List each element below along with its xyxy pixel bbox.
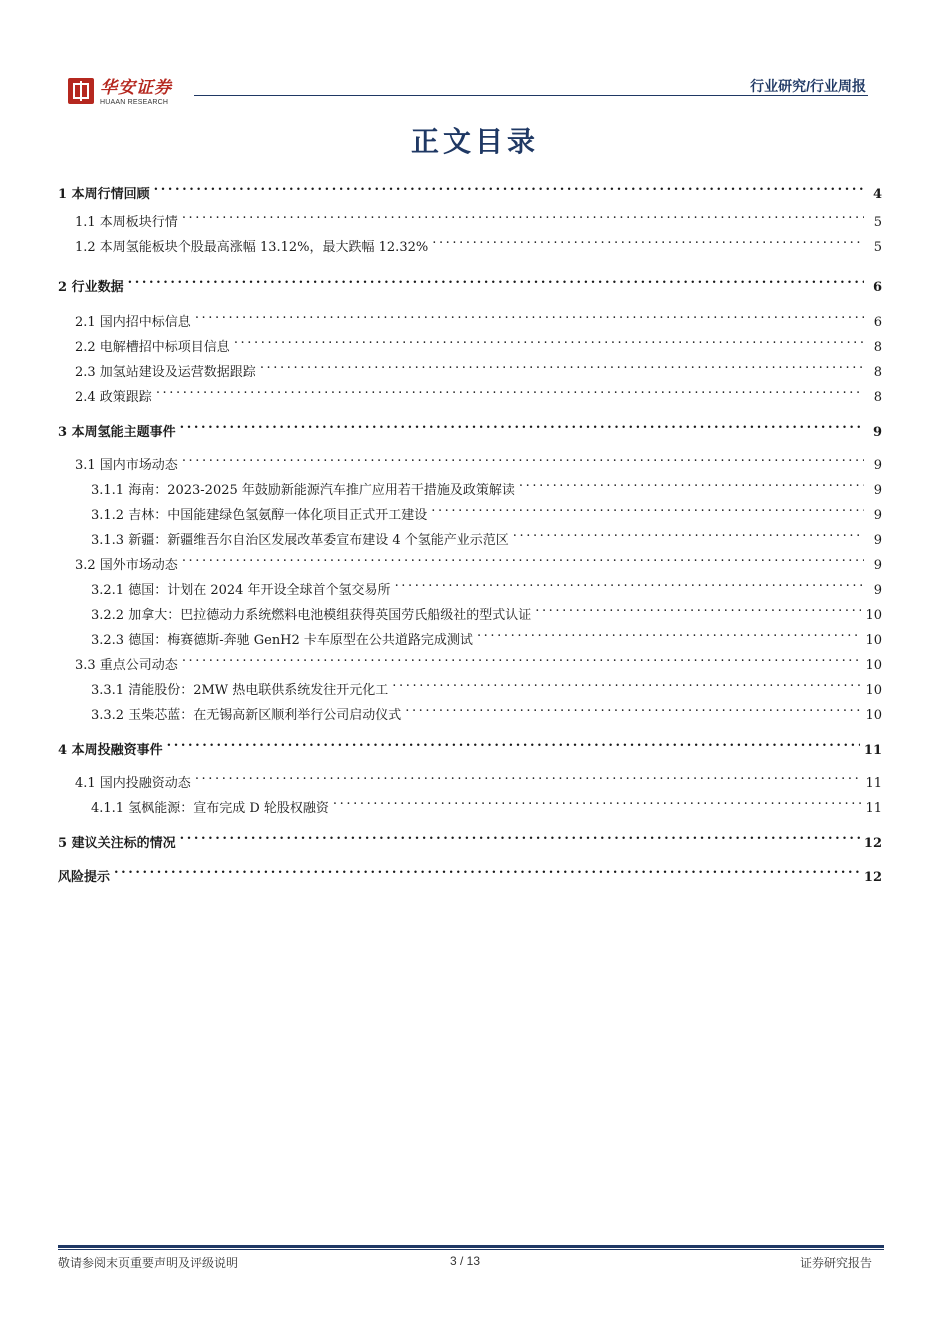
- toc-entry-label: 3.3.1 清能股份：2MW 热电联供系统发往开元化工: [91, 683, 389, 698]
- toc-entry-page: 8: [873, 365, 882, 380]
- toc-entry-page: 10: [865, 608, 882, 623]
- toc-leader-dots: [195, 304, 864, 326]
- toc-entry[interactable]: [58, 697, 882, 723]
- toc-entry-label: 3 本周氢能主题事件: [58, 425, 176, 440]
- footer-divider: [58, 1245, 884, 1248]
- toc-entry[interactable]: [58, 379, 882, 405]
- page-footer: [58, 1254, 872, 1274]
- toc-entry-label: 2.1 国内招中标信息: [75, 315, 191, 330]
- toc-entry[interactable]: [58, 269, 882, 295]
- page-number: 3 / 13: [449, 1254, 481, 1268]
- toc-leader-dots: [519, 472, 864, 494]
- toc-entry-label: 3.3.2 玉柴芯蓝：在无锡高新区顺利举行公司启动仪式: [91, 708, 402, 723]
- toc-leader-dots: [180, 825, 860, 847]
- toc-entry[interactable]: [58, 622, 882, 648]
- toc-entry-label: 3.1.1 海南：2023-2025 年鼓励新能源汽车推广应用若干措施及政策解读: [91, 483, 515, 498]
- company-logo: [68, 78, 172, 107]
- toc-entry-page: 6: [873, 315, 882, 330]
- toc-entry-label: 3.2 国外市场动态: [75, 558, 178, 573]
- page-title: 正文目录: [410, 125, 539, 158]
- toc-leader-dots: [156, 379, 864, 401]
- toc-entry-page: 10: [865, 633, 882, 648]
- toc-entry-page: 11: [863, 743, 882, 758]
- toc-entry-page: 11: [865, 801, 882, 816]
- page-header: [0, 0, 950, 120]
- toc-entry-label: 4.1 国内投融资动态: [75, 776, 191, 791]
- toc-entry-label: 2.2 电解槽招中标项目信息: [75, 340, 230, 355]
- toc-entry-page: 8: [873, 340, 882, 355]
- toc-entry-label: 1.1 本周板块行情: [75, 215, 178, 230]
- toc-entry-label: 风险提示: [58, 870, 111, 885]
- toc-leader-dots: [431, 497, 864, 519]
- toc-entry[interactable]: [58, 522, 882, 548]
- toc-entry-page: 8: [873, 390, 882, 405]
- toc-leader-dots: [182, 204, 864, 226]
- toc-leader-dots: [128, 269, 864, 291]
- logo-icon: [68, 78, 94, 104]
- toc-entry-label: 4 本周投融资事件: [58, 743, 163, 758]
- toc-entry[interactable]: [58, 547, 882, 573]
- toc-entry-page: 9: [873, 483, 882, 498]
- toc-entry-label: 3.3 重点公司动态: [75, 658, 178, 673]
- toc-entry-label: 3.1.3 新疆：新疆维吾尔自治区发展改革委宣布建设 4 个氢能产业示范区: [91, 533, 509, 548]
- toc-entry[interactable]: [58, 329, 882, 355]
- footer-disclaimer: 敬请参阅末页重要声明及评级说明: [58, 1256, 239, 1270]
- toc-entry[interactable]: [58, 572, 882, 598]
- toc-entry[interactable]: [58, 597, 882, 623]
- toc-entry-page: 9: [873, 533, 882, 548]
- toc-leader-dots: [405, 697, 861, 719]
- toc-leader-dots: [167, 732, 860, 754]
- toc-leader-dots: [395, 572, 864, 594]
- toc-entry-page: 9: [873, 508, 882, 523]
- toc-entry-label: 5 建议关注标的情况: [58, 836, 176, 851]
- toc-entry-label: 2 行业数据: [58, 280, 124, 295]
- toc-entry-label: 1.2 本周氢能板块个股最高涨幅 13.12%，最大跌幅 12.32%: [75, 240, 429, 255]
- toc-leader-dots: [477, 622, 862, 644]
- toc-leader-dots: [392, 672, 861, 694]
- toc-entry[interactable]: [58, 790, 882, 816]
- toc-entry-page: 11: [865, 776, 882, 791]
- toc-entry-label: 3.1 国内市场动态: [75, 458, 178, 473]
- toc-entry[interactable]: [58, 204, 882, 230]
- toc-entry-label: 2.4 政策跟踪: [75, 390, 152, 405]
- toc-entry-page: 12: [863, 836, 882, 851]
- toc-entry[interactable]: [58, 497, 882, 523]
- toc-leader-dots: [195, 765, 862, 787]
- toc-entry-label: 3.2.2 加拿大：巴拉德动力系统燃料电池模组获得英国劳氏船级社的型式认证: [91, 608, 532, 623]
- toc-entry-page: 5: [873, 240, 882, 255]
- logo-name-cn: 华安证券: [100, 78, 172, 98]
- toc-entry-page: 4: [872, 187, 882, 202]
- toc-entry[interactable]: [58, 859, 882, 885]
- toc-entry[interactable]: [58, 732, 882, 758]
- toc-leader-dots: [180, 414, 864, 436]
- footer-divider-thin: [58, 1249, 884, 1250]
- toc-entry-page: 10: [865, 683, 882, 698]
- toc-leader-dots: [432, 229, 864, 251]
- toc-entry-page: 9: [872, 425, 882, 440]
- toc-entry-page: 6: [872, 280, 882, 295]
- toc-entry-page: 5: [873, 215, 882, 230]
- toc-entry-page: 9: [873, 583, 882, 598]
- logo-name-en: HUAAN RESEARCH: [100, 99, 169, 106]
- toc-leader-dots: [535, 597, 861, 619]
- toc-leader-dots: [513, 522, 864, 544]
- toc-entry[interactable]: [58, 825, 882, 851]
- toc-entry[interactable]: [58, 176, 882, 202]
- toc-entry-label: 3.1.2 吉林：中国能建绿色氢氨醇一体化项目正式开工建设: [91, 508, 428, 523]
- toc-entry[interactable]: [58, 304, 882, 330]
- toc-entry-label: 4.1.1 氢枫能源：宣布完成 D 轮股权融资: [91, 801, 329, 816]
- toc-leader-dots: [182, 547, 864, 569]
- toc-leader-dots: [154, 176, 864, 198]
- toc-entry[interactable]: [58, 414, 882, 440]
- toc-entry[interactable]: [58, 765, 882, 791]
- toc-entry-label: 3.2.1 德国：计划在 2024 年开设全球首个氢交易所: [91, 583, 391, 598]
- toc-leader-dots: [260, 354, 864, 376]
- toc-entry-page: 9: [873, 458, 882, 473]
- toc-leader-dots: [114, 859, 860, 881]
- toc-entry-label: 3.2.3 德国：梅赛德斯-奔驰 GenH2 卡车原型在公共道路完成测试: [91, 633, 473, 648]
- toc-leader-dots: [333, 790, 862, 812]
- toc-entry-page: 10: [865, 658, 882, 673]
- toc-entry[interactable]: [58, 447, 882, 473]
- toc-entry[interactable]: [58, 472, 882, 498]
- toc-entry-page: 9: [873, 558, 882, 573]
- report-type: 证券研究报告: [799, 1256, 872, 1270]
- toc-entry-label: 1 本周行情回顾: [58, 187, 150, 202]
- toc-entry-label: 2.3 加氢站建设及运营数据跟踪: [75, 365, 256, 380]
- toc-leader-dots: [234, 329, 864, 351]
- toc-entry[interactable]: [58, 672, 882, 698]
- toc-entry[interactable]: [58, 229, 882, 255]
- toc-leader-dots: [182, 447, 864, 469]
- report-category: 行业研究/行业周报: [750, 78, 866, 94]
- toc-entry[interactable]: [58, 647, 882, 673]
- toc-entry[interactable]: [58, 354, 882, 380]
- toc-entry-page: 12: [863, 870, 882, 885]
- toc-leader-dots: [182, 647, 862, 669]
- toc-entry-page: 10: [865, 708, 882, 723]
